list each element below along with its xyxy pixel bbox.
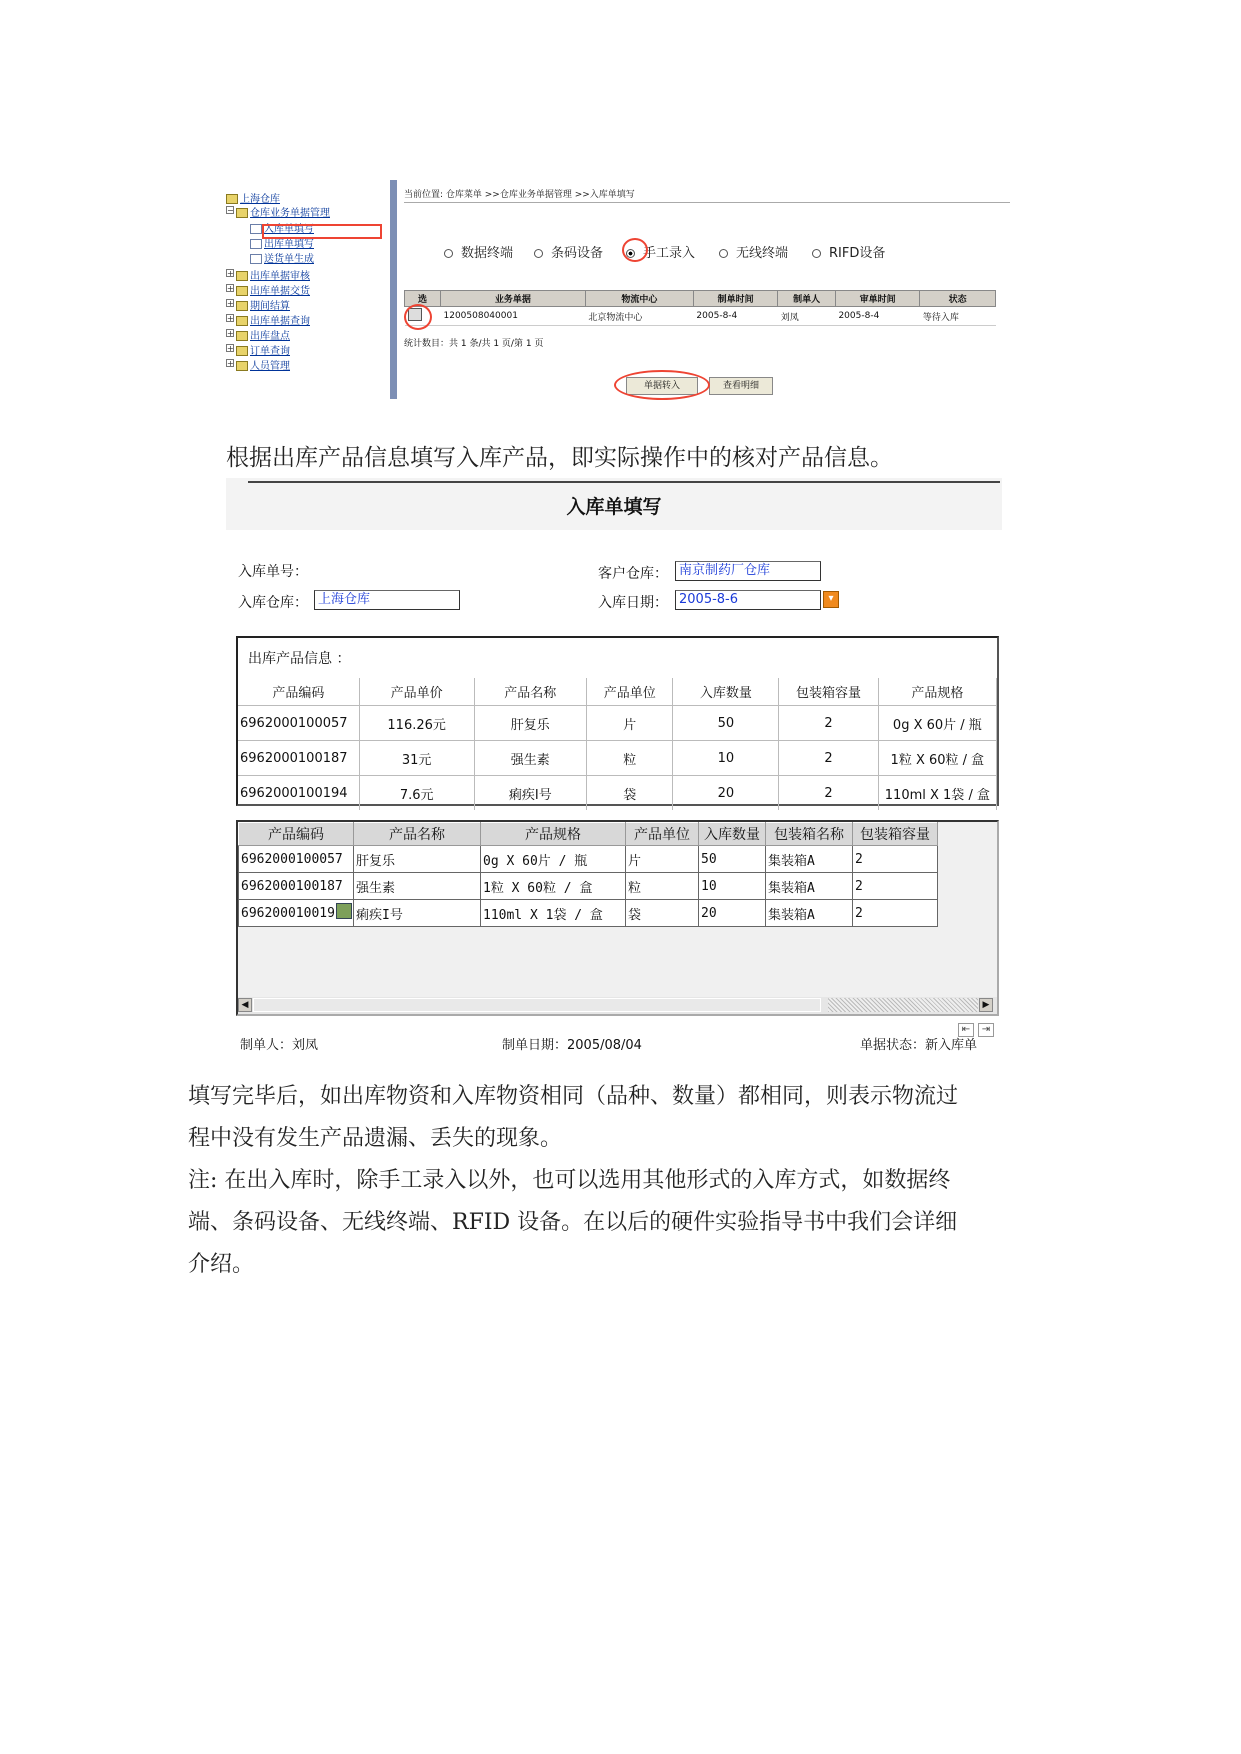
document-icon [250,224,262,234]
table-cell: 7.6元 [359,776,474,811]
note-line-2: 端、条码设备、无线终端、RFID 设备。在以后的硬件实验指导书中我们会详细 [188,1210,958,1235]
table-cell[interactable]: 粒 [626,873,699,900]
table-cell[interactable]: 集装箱A [766,900,853,927]
expand-icon[interactable]: + [227,344,234,353]
view-detail-button[interactable]: 查看明细 [709,377,773,395]
inbound-products-table [238,822,938,927]
expand-icon[interactable]: + [227,269,234,278]
table-row [238,741,997,776]
tree-folder-1[interactable] [236,282,310,297]
tree-folder-5[interactable] [236,342,290,357]
table-cell[interactable]: 20 [699,900,766,927]
radio-0[interactable] [444,242,513,261]
col-header: 选 [405,291,441,307]
table-cell[interactable]: 集装箱A [766,873,853,900]
table-cell[interactable]: 强生素 [354,873,481,900]
folder-icon [236,331,248,341]
inbound-form-screenshot [226,478,1002,1056]
tree-folder-6-label: 人员管理 [250,361,290,372]
table-cell: 等待入库 [920,307,996,326]
tree-folder-5-label: 订单查询 [250,346,290,357]
col-header[interactable]: 产品名称 [354,823,481,846]
col-header[interactable]: 产品单位 [626,823,699,846]
radio-label: 无线终端 [736,246,789,261]
col-header: 物流中心 [585,291,693,307]
tree-folder-6[interactable] [236,357,290,372]
tree-root-label: 上海仓库 [240,194,280,205]
table-cell: 0g X 60片 / 瓶 [878,706,996,741]
table-row[interactable] [239,873,938,900]
table-row[interactable] [405,307,996,326]
table-cell: 肝复乐 [474,706,587,741]
radio-circle[interactable] [812,249,821,258]
col-header[interactable]: 入库数量 [699,823,766,846]
customer-warehouse-field[interactable]: 南京制药厂仓库 [675,561,821,581]
table-cell: 片 [587,706,673,741]
col-header[interactable]: 产品编码 [239,823,354,846]
next-row-icon[interactable]: ⇥ [978,1023,994,1037]
folder-icon [236,301,248,311]
table-cell[interactable]: 6962000100057 [239,846,354,873]
col-header: 产品规格 [878,678,996,706]
selection-highlight [262,224,382,239]
table-cell[interactable]: 2 [853,846,938,873]
col-header: 制单时间 [693,291,777,307]
col-header: 产品编码 [238,678,359,706]
table-cell: 北京物流中心 [585,307,693,326]
radio-label: 数据终端 [461,246,514,261]
radio-label: 条码设备 [551,246,604,261]
tree-item-1-label: 出库单填写 [264,239,314,250]
col-header: 审单时间 [835,291,919,307]
table-cell: 50 [673,706,779,741]
document-icon [250,254,262,264]
tree-folder-4[interactable] [236,327,290,342]
note-line-3: 介绍。 [188,1252,255,1277]
col-header: 入库数量 [673,678,779,706]
in-warehouse-label: 入库仓库： [238,595,308,611]
table-cell: 1200508040001 [441,307,586,326]
table-cell: 110ml X 1袋 / 盒 [878,776,996,811]
prev-row-icon[interactable]: ⇤ [958,1023,974,1037]
table-cell[interactable]: 6962000100187 [239,873,354,900]
document-icon [250,239,262,249]
tree-folder-4-label: 出库盘点 [250,331,290,342]
table-cell[interactable]: 110ml X 1袋 / 盒 [481,900,626,927]
table-row[interactable] [239,846,938,873]
outbound-products-table [238,678,997,810]
col-header: 业务单据 [441,291,586,307]
tree-item-0-label: 入库单填写 [264,224,314,235]
highlight-circle [614,370,710,400]
main-pane [404,180,1010,399]
calendar-icon[interactable]: ▾ [823,591,839,608]
table-cell[interactable]: 0g X 60片 / 瓶 [481,846,626,873]
in-date-field[interactable]: 2005-8-6 [675,590,821,610]
folder-icon [236,286,248,296]
table-cell: 2005-8-4 [693,307,777,326]
col-header: 包装箱容量 [779,678,878,706]
table-cell[interactable]: 肝复乐 [354,846,481,873]
horizontal-scrollbar[interactable] [238,997,997,1014]
radio-4[interactable] [812,242,885,261]
expand-icon[interactable]: + [227,284,234,293]
divider [248,481,1000,483]
breadcrumb: 当前位置: 仓库菜单 >>仓库业务单据管理 >>入库单填写 [404,190,635,200]
table-row [238,706,997,741]
collapse-icon[interactable]: − [227,206,234,215]
col-header: 产品单位 [587,678,673,706]
highlight-circle [404,304,432,330]
col-header: 产品单价 [359,678,474,706]
tree-folder-0-label: 出库单据审核 [250,271,310,282]
note-line-1: 注: 在出入库时，除手工录入以外，也可以选用其他形式的入库方式，如数据终 [188,1168,951,1193]
folder-icon [236,271,248,281]
divider [404,202,1010,203]
table-cell[interactable]: 2 [853,873,938,900]
table-cell: 袋 [587,776,673,811]
table-cell: 1粒 X 60粒 / 盒 [878,741,996,776]
table-cell: 2 [779,706,878,741]
in-warehouse-field[interactable]: 上海仓库 [314,590,460,610]
form-title: 入库单填写 [566,496,662,518]
tree-folder-2-label: 期间结算 [250,301,290,312]
table-cell[interactable]: 袋 [626,900,699,927]
document-table [404,290,996,326]
table-cell: 20 [673,776,779,811]
doc-status-text: 单据状态：新入库单 [860,1038,978,1053]
tree-root[interactable] [226,190,280,205]
table-cell[interactable]: 集装箱A [766,846,853,873]
col-header[interactable]: 包装箱名称 [766,823,853,846]
table-cell: 6962000100057 [238,706,359,741]
tree-folder-3-label: 出库单据查询 [250,316,310,327]
radio-label: 手工录入 [643,246,696,261]
scroll-left-icon[interactable]: ◀ [238,998,252,1012]
col-header: 产品名称 [474,678,587,706]
tree-folder-1-label: 出库单据交货 [250,286,310,297]
stats-text: 统计数目：共 1 条/共 1 页/第 1 页 [404,339,544,349]
table-cell: 116.26元 [359,706,474,741]
maker-text: 制单人：刘凤 [240,1038,319,1053]
table-cell[interactable]: 10 [699,873,766,900]
radio-circle[interactable] [719,249,728,258]
scroll-right-icon[interactable]: ▶ [979,998,993,1012]
highlight-circle [622,238,648,262]
scroll-track[interactable] [828,998,978,1012]
table-cell[interactable]: 50 [699,846,766,873]
table-cell: 6962000100187 [238,741,359,776]
tree-folder-3[interactable] [236,312,310,327]
table-cell: 31元 [359,741,474,776]
folder-icon [236,361,248,371]
folder-icon [236,316,248,326]
table-cell: 6962000100194 [238,776,359,811]
table-cell: 2 [779,741,878,776]
warehouse-menu-screenshot [224,180,1010,399]
inbound-products-grid [236,820,999,1016]
paragraph-2-line-1: 填写完毕后，如出库物资和入库物资相同（品种、数量）都相同，则表示物流过 [188,1084,959,1109]
tree-item-2[interactable] [250,250,314,265]
col-header: 制单人 [778,291,836,307]
folder-open-icon [236,208,248,218]
edit-icon[interactable] [336,903,352,919]
radio-circle[interactable] [534,249,543,258]
paragraph-2-line-2: 程中没有发生产品遗漏、丢失的现象。 [188,1126,563,1151]
folder-icon [236,346,248,356]
import-button[interactable]: 单据转入 [626,377,698,395]
in-date-label: 入库日期： [598,595,668,611]
make-date-text: 制单日期：2005/08/04 [502,1038,642,1053]
table-cell[interactable]: 1粒 X 60粒 / 盒 [481,873,626,900]
table-cell: 刘凤 [778,307,836,326]
nav-tree [224,180,389,399]
tree-folder-0[interactable] [236,267,310,282]
radio-circle[interactable] [444,249,453,258]
table-cell[interactable]: 痢疾I号 [354,900,481,927]
tree-group[interactable] [236,204,330,219]
table-row[interactable] [239,900,938,927]
table-cell: 痢疾I号 [474,776,587,811]
expand-icon[interactable]: + [227,329,234,338]
table-row [238,776,997,811]
table-cell: 2005-8-4 [835,307,919,326]
in-no-label: 入库单号： [238,564,308,580]
table-cell[interactable]: 2 [853,900,938,927]
expand-icon[interactable]: + [227,359,234,368]
splitter-bar[interactable] [390,180,397,399]
table-cell[interactable]: 片 [626,846,699,873]
paragraph-1: 根据出库产品信息填写入库产品，即实际操作中的核对产品信息。 [226,445,893,471]
col-header[interactable]: 包装箱容量 [853,823,938,846]
radio-label: RIFD设备 [829,246,886,261]
customer-warehouse-label: 客户仓库： [598,566,668,582]
table-cell[interactable]: 696200010019 [239,900,354,927]
table-cell: 粒 [587,741,673,776]
outbound-info-title: 出库产品信息 ： [248,651,351,667]
scroll-thumb[interactable] [253,998,821,1012]
expand-icon[interactable]: + [227,314,234,323]
radio-3[interactable] [719,242,788,261]
col-header[interactable]: 产品规格 [481,823,626,846]
expand-icon[interactable]: + [227,299,234,308]
table-cell: 2 [779,776,878,811]
home-icon [226,194,238,204]
table-cell: 强生素 [474,741,587,776]
col-header: 状态 [920,291,996,307]
radio-1[interactable] [534,242,603,261]
table-cell: 10 [673,741,779,776]
tree-folder-2[interactable] [236,297,290,312]
tree-group-label: 仓库业务单据管理 [250,208,330,219]
tree-item-2-label: 送货单生成 [264,254,314,265]
